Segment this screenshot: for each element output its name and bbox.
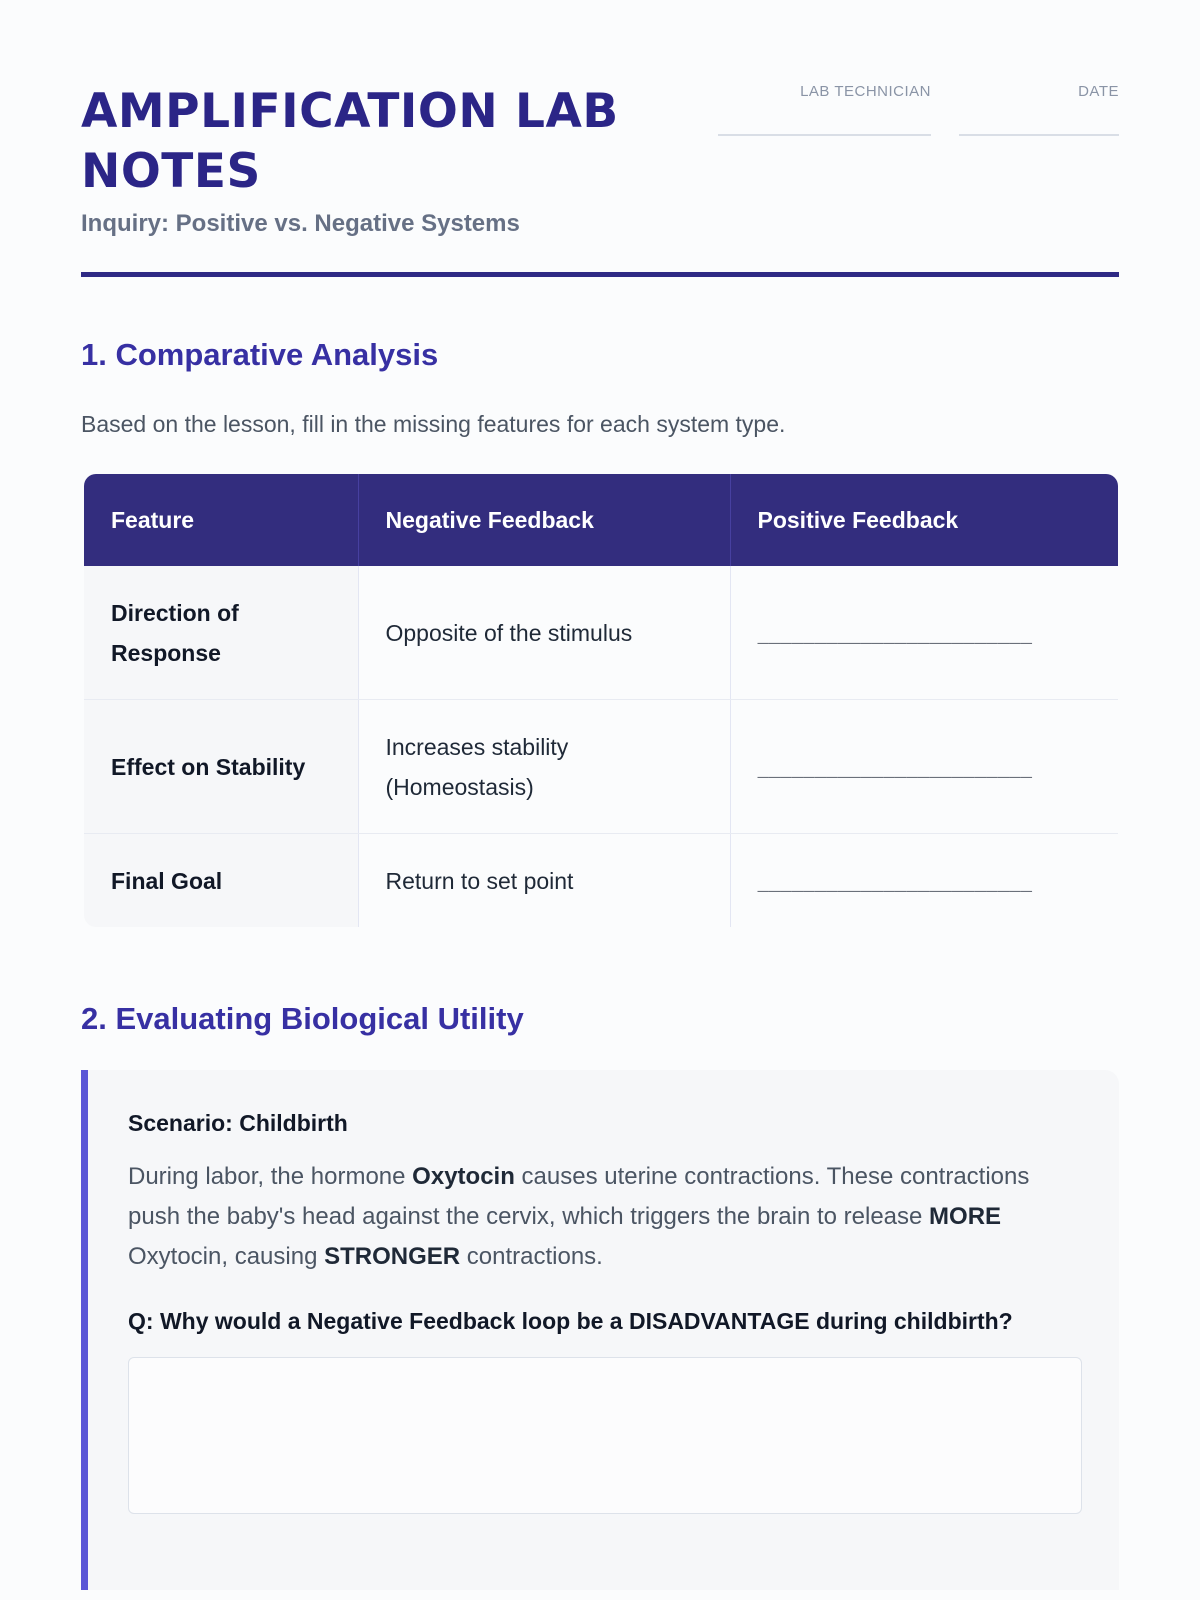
column-header-positive: Positive Feedback (730, 474, 1118, 566)
scenario-emphasis-more: MORE (929, 1203, 1002, 1230)
positive-blank[interactable]: ________________________ (730, 700, 1118, 834)
scenario-text-part: contractions. (460, 1243, 603, 1270)
positive-blank[interactable]: ________________________ (757, 869, 1033, 892)
feature-cell: Direction of Response (84, 566, 358, 700)
answer-textbox[interactable] (128, 1357, 1082, 1514)
column-header-feature: Feature (84, 474, 358, 566)
header-divider (81, 272, 1119, 277)
scenario-text (128, 1157, 1079, 1277)
scenario-text-part: During labor, the hormone (128, 1163, 413, 1190)
section-1-instructions: Based on the lesson, fill in the missing features for each system type. (81, 411, 786, 437)
lab-technician-label: LAB TECHNICIAN (800, 83, 931, 100)
lab-technician-field[interactable] (718, 82, 931, 136)
column-header-negative: Negative Feedback (358, 474, 730, 566)
header (81, 82, 1119, 262)
section-2-title: 2. Evaluating Biological Utility (81, 1001, 524, 1036)
comparison-table (84, 474, 1118, 927)
date-line[interactable] (959, 134, 1119, 136)
meta-fields (718, 82, 1119, 136)
negative-cell: Return to set point (358, 834, 730, 928)
table-header-row (84, 474, 1118, 566)
scenario-card (81, 1070, 1119, 1590)
scenario-question: Q: Why would a Negative Feedback loop be a DISADVANTAGE during childbirth? (128, 1308, 1013, 1334)
positive-blank[interactable]: ________________________ (730, 566, 1118, 700)
negative-cell: Opposite of the stimulus (358, 566, 730, 700)
table-row (84, 566, 1118, 700)
page-subtitle: Inquiry: Positive vs. Negative Systems (81, 210, 520, 237)
negative-cell: Increases stability (Homeostasis) (358, 700, 730, 834)
page-title: AMPLIFICATION LAB NOTES (81, 84, 619, 199)
scenario-text-part: Oxytocin, causing (128, 1243, 325, 1270)
section-1-title: 1. Comparative Analysis (81, 337, 439, 372)
date-field[interactable] (959, 82, 1119, 136)
scenario-emphasis-stronger: STRONGER (324, 1243, 461, 1270)
scenario-title: Scenario: Childbirth (128, 1110, 348, 1136)
scenario-emphasis-oxytocin: Oxytocin (412, 1163, 515, 1190)
date-label: DATE (1078, 83, 1119, 100)
table-row (84, 700, 1118, 834)
scenario-text-part: causes uterine contractions. These contractions push the baby's head against the cervix, which triggers the brain to release (128, 1163, 1030, 1230)
feature-cell: Effect on Stability (84, 700, 358, 834)
feature-cell: Final Goal (84, 834, 358, 928)
table-row (84, 834, 1118, 928)
lab-technician-line[interactable] (718, 134, 931, 136)
